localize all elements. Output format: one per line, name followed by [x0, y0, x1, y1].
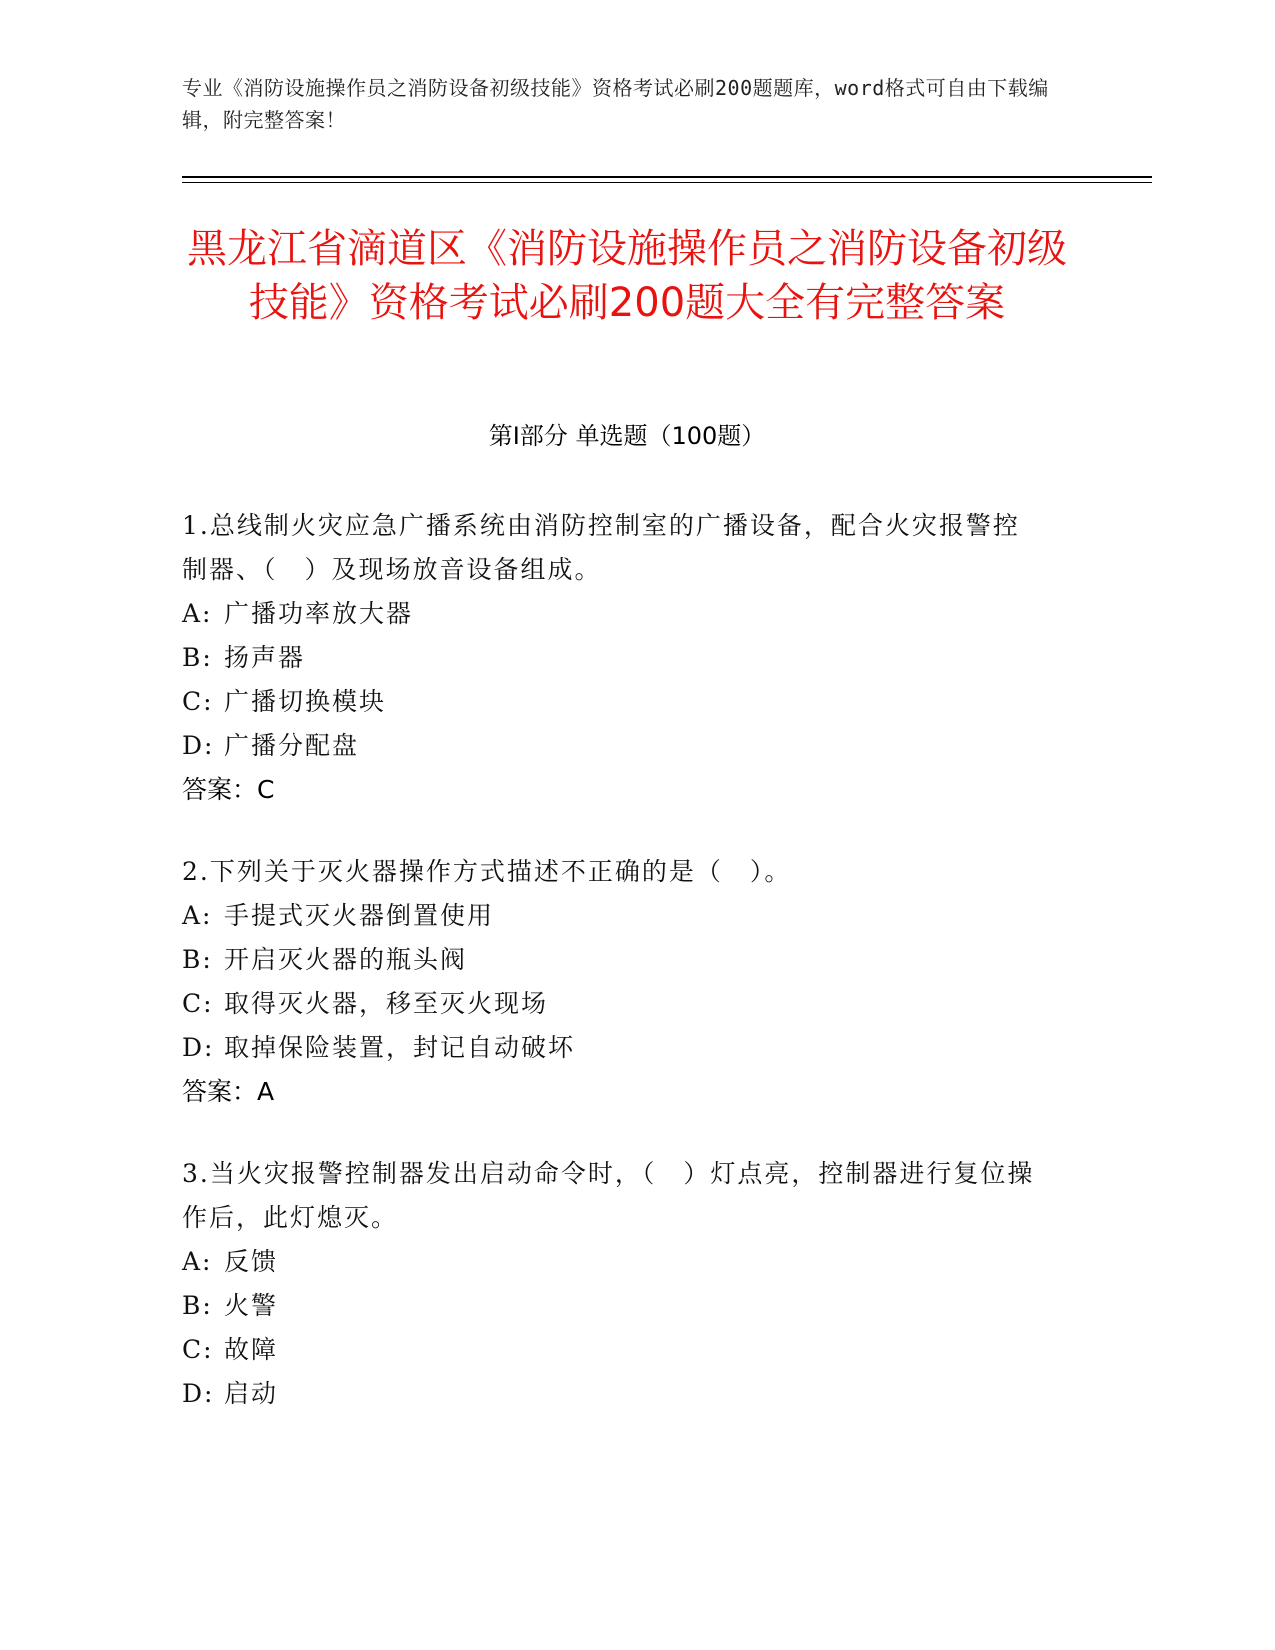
option-text: 手提式灭火器倒置使用 [224, 901, 495, 930]
option-d [182, 1372, 1042, 1416]
question-stem: 2.下列关于灭火器操作方式描述不正确的是（ ）。 [182, 857, 792, 886]
option-letter: A: [182, 901, 213, 930]
question-stem: 3.当火灾报警控制器发出启动命令时，（ ）灯点亮，控制器进行复位操作后，此灯熄灭。 [182, 1159, 1035, 1232]
option-letter: D: [182, 731, 215, 760]
header-divider-thin [182, 182, 1152, 183]
option-text: 开启灭火器的瓶头阀 [224, 945, 468, 974]
option-text: 广播功率放大器 [224, 599, 414, 628]
option-letter: C: [182, 989, 214, 1018]
answer-line: 答案：A [182, 1077, 275, 1106]
option-letter: C: [182, 1335, 214, 1364]
option-b [182, 636, 1042, 680]
option-text: 广播分配盘 [224, 731, 360, 760]
header-note: 专业《消防设施操作员之消防设备初级技能》资格考试必刷200题题库，word格式可自由下载编辑，附完整答案！ [182, 76, 1049, 132]
option-text: 启动 [224, 1379, 279, 1408]
answer-line: 答案：C [182, 775, 275, 804]
option-letter: C: [182, 687, 214, 716]
option-text: 故障 [224, 1335, 279, 1364]
option-text: 取得灭火器，移至灭火现场 [224, 989, 549, 1018]
option-letter: B: [182, 1291, 213, 1320]
option-text: 反馈 [224, 1247, 279, 1276]
option-text: 取掉保险装置，封记自动破坏 [224, 1033, 576, 1062]
option-c [182, 982, 1042, 1026]
option-a [182, 1240, 1042, 1284]
option-text: 火警 [224, 1291, 279, 1320]
option-a [182, 894, 1042, 938]
option-c [182, 1328, 1042, 1372]
option-text: 广播切换模块 [224, 687, 387, 716]
option-letter: A: [182, 1247, 213, 1276]
option-d [182, 1026, 1042, 1070]
option-c [182, 680, 1042, 724]
document-title: 黑龙江省滴道区《消防设施操作员之消防设备初级技能》资格考试必刷200题大全有完整答案 [187, 226, 1067, 326]
option-letter: D: [182, 1033, 215, 1062]
option-a [182, 592, 1042, 636]
header-divider-thick [182, 176, 1152, 178]
question-list [182, 504, 1042, 1454]
option-letter: D: [182, 1379, 215, 1408]
question-1 [182, 504, 1042, 812]
option-letter: B: [182, 643, 213, 672]
option-b [182, 1284, 1042, 1328]
option-b [182, 938, 1042, 982]
question-2 [182, 850, 1042, 1114]
question-3 [182, 1152, 1042, 1416]
option-letter: A: [182, 599, 213, 628]
option-text: 扬声器 [224, 643, 306, 672]
option-d [182, 724, 1042, 768]
section-heading: 第I部分 单选题（100题） [488, 422, 766, 450]
question-stem: 1.总线制火灾应急广播系统由消防控制室的广播设备，配合火灾报警控制器、（ ）及现场放音设备组成。 [182, 511, 1020, 584]
option-letter: B: [182, 945, 213, 974]
